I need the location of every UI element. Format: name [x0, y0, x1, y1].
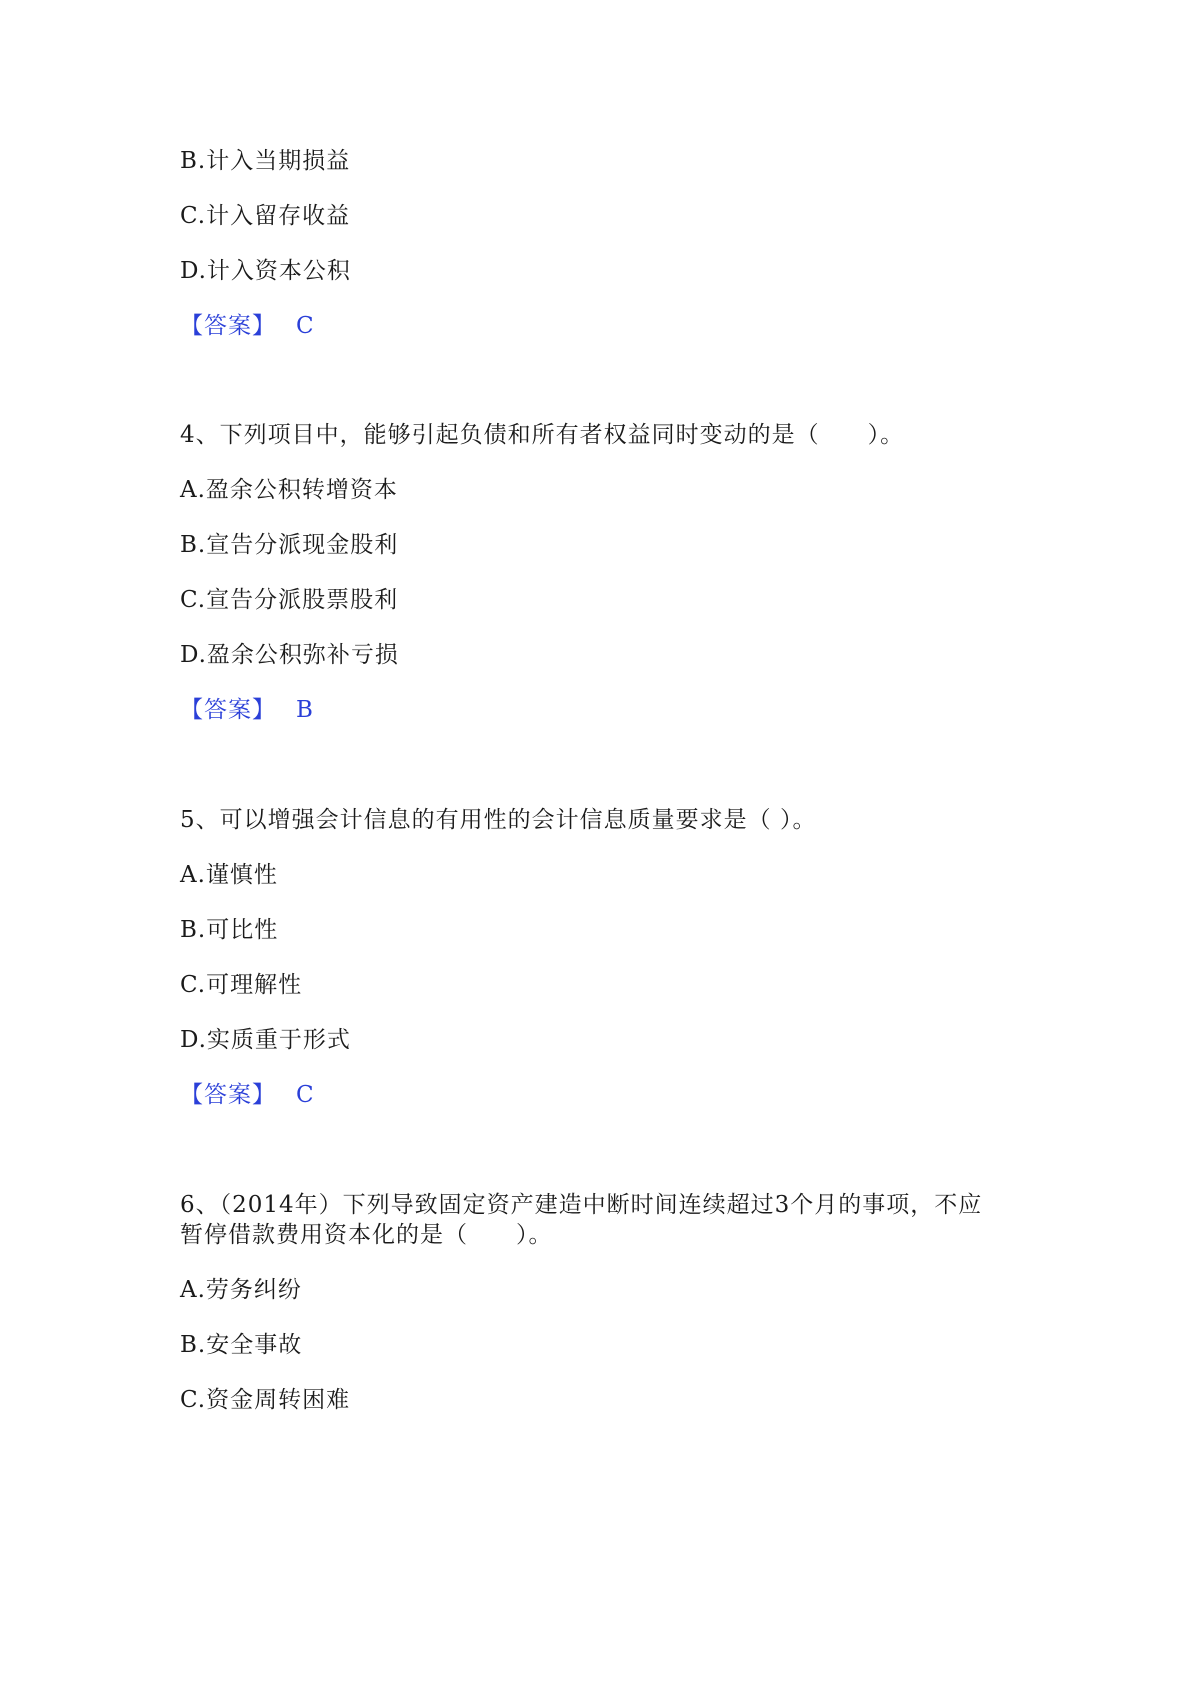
q4-stem: 4、下列项目中，能够引起负债和所有者权益同时变动的是（ ）。 [180, 422, 905, 448]
q5-stem: 5、可以增强会计信息的有用性的会计信息质量要求是（ ）。 [180, 807, 817, 833]
q4-answer-label: 【答案】 [180, 697, 276, 723]
q3-answer [180, 311, 315, 341]
q5-option-a: A.谨慎性 [180, 862, 278, 888]
q3-option-c: C.计入留存收益 [180, 203, 351, 229]
q5-option-b: B.可比性 [180, 917, 279, 943]
q4-option-d: D.盈余公积弥补亏损 [180, 642, 399, 668]
q5-answer-value: C [296, 1082, 315, 1108]
q3-answer-label: 【答案】 [180, 313, 276, 339]
q3-option-d: D.计入资本公积 [180, 258, 351, 284]
q5-option-d: D.实质重于形式 [180, 1027, 351, 1053]
q5-answer-label: 【答案】 [180, 1082, 276, 1108]
q3-answer-value: C [296, 313, 315, 339]
q6-option-b: B.安全事故 [180, 1332, 303, 1358]
q4-option-a: A.盈余公积转增资本 [180, 477, 398, 503]
q6-stem-line2: 暂停借款费用资本化的是（ ）。 [180, 1222, 553, 1248]
q4-option-c: C.宣告分派股票股利 [180, 587, 399, 613]
q4-answer [180, 695, 314, 725]
q4-option-b: B.宣告分派现金股利 [180, 532, 399, 558]
q6-option-a: A.劳务纠纷 [180, 1277, 302, 1303]
q6-option-c: C.资金周转困难 [180, 1387, 351, 1413]
q3-option-b: B.计入当期损益 [180, 148, 351, 174]
q4-answer-value: B [296, 697, 314, 723]
q5-answer [180, 1080, 315, 1110]
q5-option-c: C.可理解性 [180, 972, 303, 998]
q6-stem-line1: 6、（2014年）下列导致固定资产建造中断时间连续超过3个月的事项，不应 [180, 1192, 983, 1218]
